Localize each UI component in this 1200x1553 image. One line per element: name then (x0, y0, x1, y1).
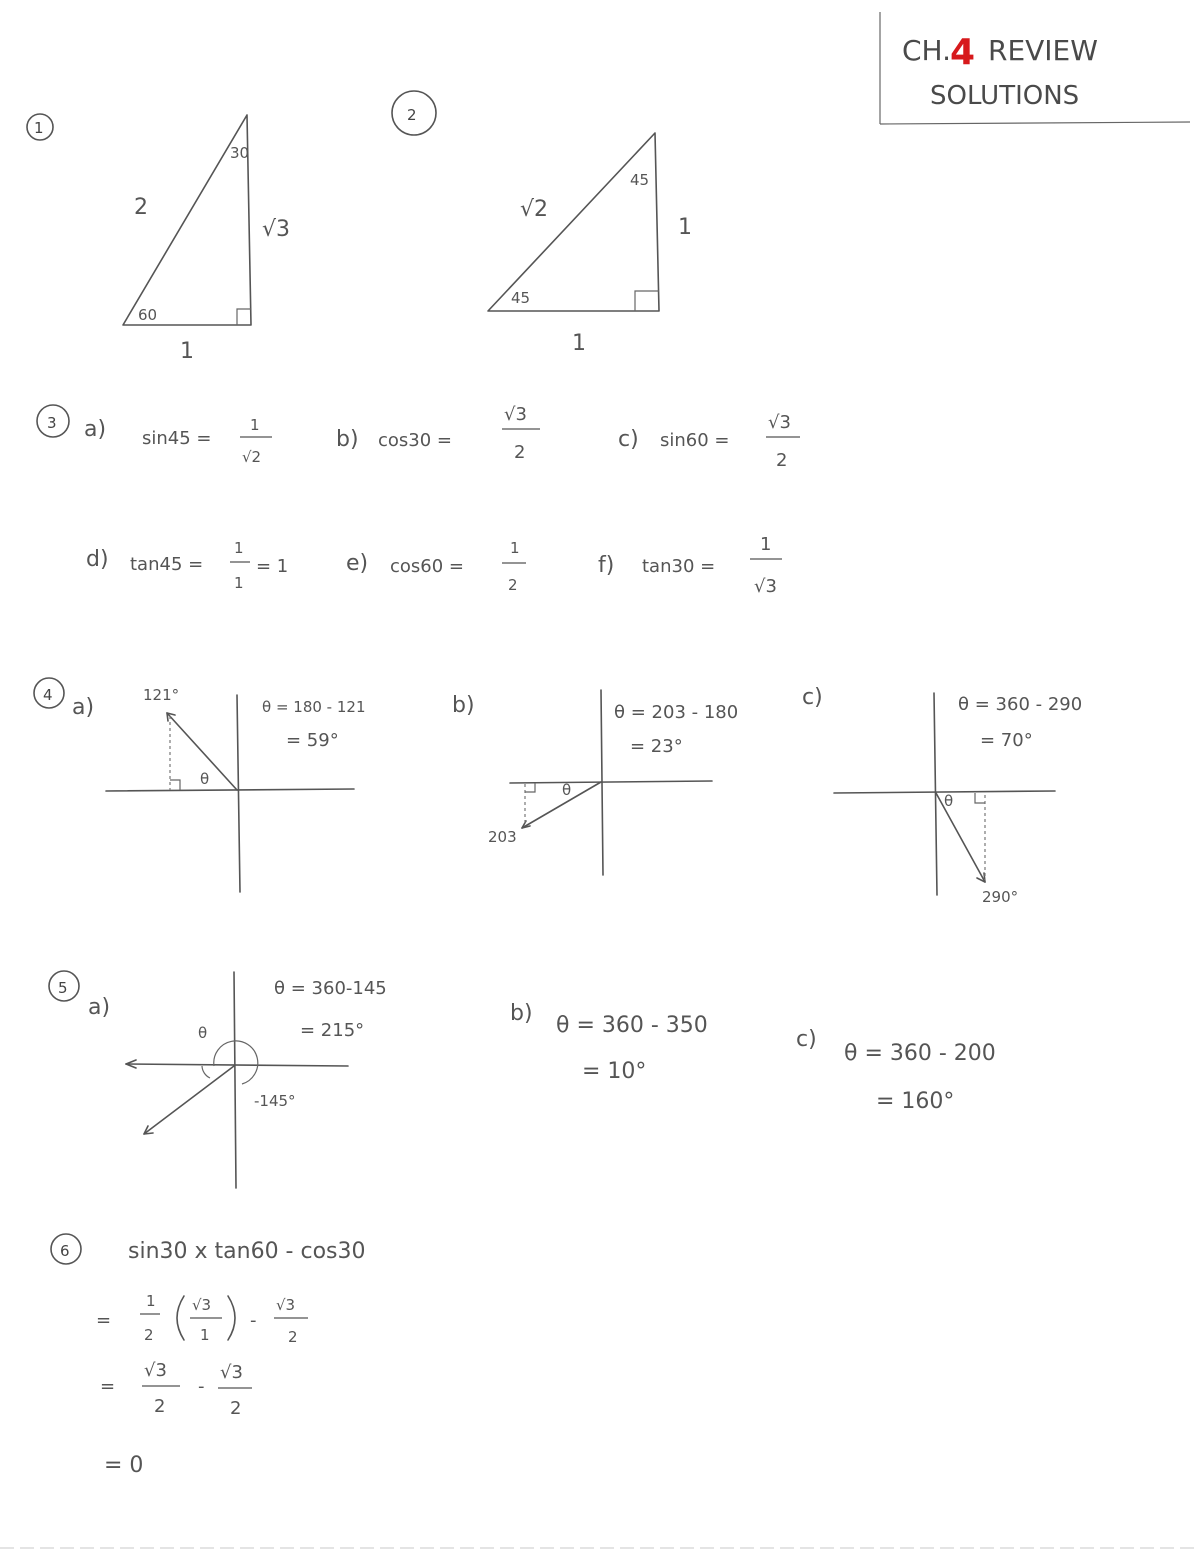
part-5a-work-line1: θ = 360-145 (274, 978, 387, 999)
question-3 (37, 404, 800, 597)
part-c-label: c) (618, 427, 639, 452)
part-d-numerator: 1 (234, 539, 244, 557)
question-number: 1 (34, 119, 44, 137)
part-c-expr: sin60 = (660, 430, 730, 451)
part-f-numerator: 1 (760, 534, 772, 555)
angle-bottom: 45 (511, 289, 531, 307)
question-2 (392, 91, 692, 356)
part-5b (510, 1001, 708, 1084)
q6-step2-frac-b-den: 2 (230, 1398, 242, 1419)
part-a-expr: sin45 = (142, 428, 212, 449)
q6-step1-equals: = (96, 1310, 112, 1331)
part-d-result: = 1 (256, 556, 289, 577)
part-d-label: d) (86, 547, 109, 572)
header-chapter-number: 4 (950, 32, 976, 73)
question-4 (34, 678, 1082, 906)
side-hypotenuse: 2 (134, 195, 148, 220)
part-4c-work-line2: = 70° (980, 730, 1033, 751)
part-f-label: f) (598, 553, 615, 578)
side-adjacent: 1 (180, 339, 194, 364)
part-4c-theta: θ (944, 792, 954, 810)
question-1 (27, 114, 290, 364)
part-4b-angle-label: 203 (488, 828, 517, 846)
part-b-numerator: √3 (504, 404, 527, 425)
part-d-expr: tan45 = (130, 554, 204, 575)
part-4b-theta: θ (562, 781, 572, 799)
part-5c (796, 1027, 996, 1114)
q6-step1-paren-num: √3 (192, 1296, 212, 1314)
part-c-numerator: √3 (768, 412, 791, 433)
header-box (880, 12, 1190, 124)
part-4c-angle-label: 290° (982, 888, 1019, 906)
part-5a-label: a) (88, 995, 111, 1020)
q6-step2-frac-a-den: 2 (154, 1396, 166, 1417)
part-4b-label: b) (452, 693, 475, 718)
q6-step1-frac-b-num: √3 (276, 1296, 296, 1314)
q6-step2-equals: = (100, 1376, 116, 1397)
part-4b-work-line1: θ = 203 - 180 (614, 702, 739, 723)
part-5a-work-line2: = 215° (300, 1020, 365, 1041)
question-number: 4 (43, 686, 53, 704)
angle-bottom: 60 (138, 306, 158, 324)
part-a-denominator: √2 (242, 448, 262, 466)
part-a-numerator: 1 (250, 416, 260, 434)
part-e-denominator: 2 (508, 576, 518, 594)
part-e-expr: cos60 = (390, 556, 464, 577)
side-hypotenuse: √2 (520, 197, 549, 222)
part-4a (72, 686, 366, 892)
part-4b (452, 690, 738, 875)
q6-step2-frac-a-num: √3 (144, 1360, 167, 1381)
part-d-denominator: 1 (234, 574, 244, 592)
part-5b-label: b) (510, 1001, 533, 1026)
q6-step2-minus: - (198, 1376, 205, 1397)
question-number: 2 (407, 106, 417, 124)
side-opposite: √3 (262, 217, 291, 242)
header-title: REVIEW (988, 34, 1098, 67)
part-4a-angle-label: 121° (143, 686, 180, 704)
q6-step1-frac-a-den: 2 (144, 1326, 154, 1344)
side-adjacent: 1 (572, 331, 586, 356)
right-angle-mark (635, 291, 659, 311)
header-title-prefix: CH. (902, 34, 952, 67)
angle-top: 30 (230, 144, 250, 162)
part-f-denominator: √3 (754, 576, 777, 597)
angle-top: 45 (630, 171, 650, 189)
part-5c-work-line1: θ = 360 - 200 (844, 1041, 996, 1066)
part-b-denominator: 2 (514, 442, 526, 463)
part-4c (802, 685, 1082, 906)
part-a-label: a) (84, 417, 107, 442)
triangle-45-45-90 (488, 133, 659, 311)
part-4a-work-line1: θ = 180 - 121 (262, 698, 366, 716)
part-5a-angle-label: -145° (254, 1092, 296, 1110)
part-5c-work-line2: = 160° (876, 1089, 955, 1114)
part-5c-label: c) (796, 1027, 817, 1052)
question-number: 5 (58, 979, 68, 997)
header-subtitle: SOLUTIONS (930, 81, 1080, 111)
part-4a-label: a) (72, 695, 95, 720)
part-c-denominator: 2 (776, 450, 788, 471)
question-number: 6 (60, 1242, 70, 1260)
part-4b-work-line2: = 23° (630, 736, 683, 757)
q6-step1-frac-b-den: 2 (288, 1328, 298, 1346)
question-6 (51, 1234, 366, 1478)
side-opposite: 1 (678, 215, 692, 240)
q6-expression: sin30 x tan60 - cos30 (128, 1239, 366, 1264)
part-4c-label: c) (802, 685, 823, 710)
question-5 (49, 971, 996, 1188)
part-b-expr: cos30 = (378, 430, 452, 451)
q6-final-answer: = 0 (104, 1453, 144, 1478)
q6-step1-frac-a-num: 1 (146, 1292, 156, 1310)
question-number: 3 (47, 414, 57, 432)
q6-step1-paren-den: 1 (200, 1326, 210, 1344)
part-4a-theta: θ (200, 770, 210, 788)
part-4a-work-line2: = 59° (286, 730, 339, 751)
part-5b-work-line1: θ = 360 - 350 (556, 1013, 708, 1038)
part-5a-theta: θ (198, 1024, 208, 1042)
part-5a (88, 972, 387, 1188)
q6-step1-minus: - (250, 1310, 257, 1331)
part-f-expr: tan30 = (642, 556, 716, 577)
part-5b-work-line2: = 10° (582, 1059, 647, 1084)
part-e-numerator: 1 (510, 539, 520, 557)
part-4c-work-line1: θ = 360 - 290 (958, 694, 1083, 715)
part-e-label: e) (346, 551, 369, 576)
q6-step2-frac-b-num: √3 (220, 1362, 243, 1383)
part-b-label: b) (336, 427, 359, 452)
right-angle-mark (237, 309, 251, 325)
